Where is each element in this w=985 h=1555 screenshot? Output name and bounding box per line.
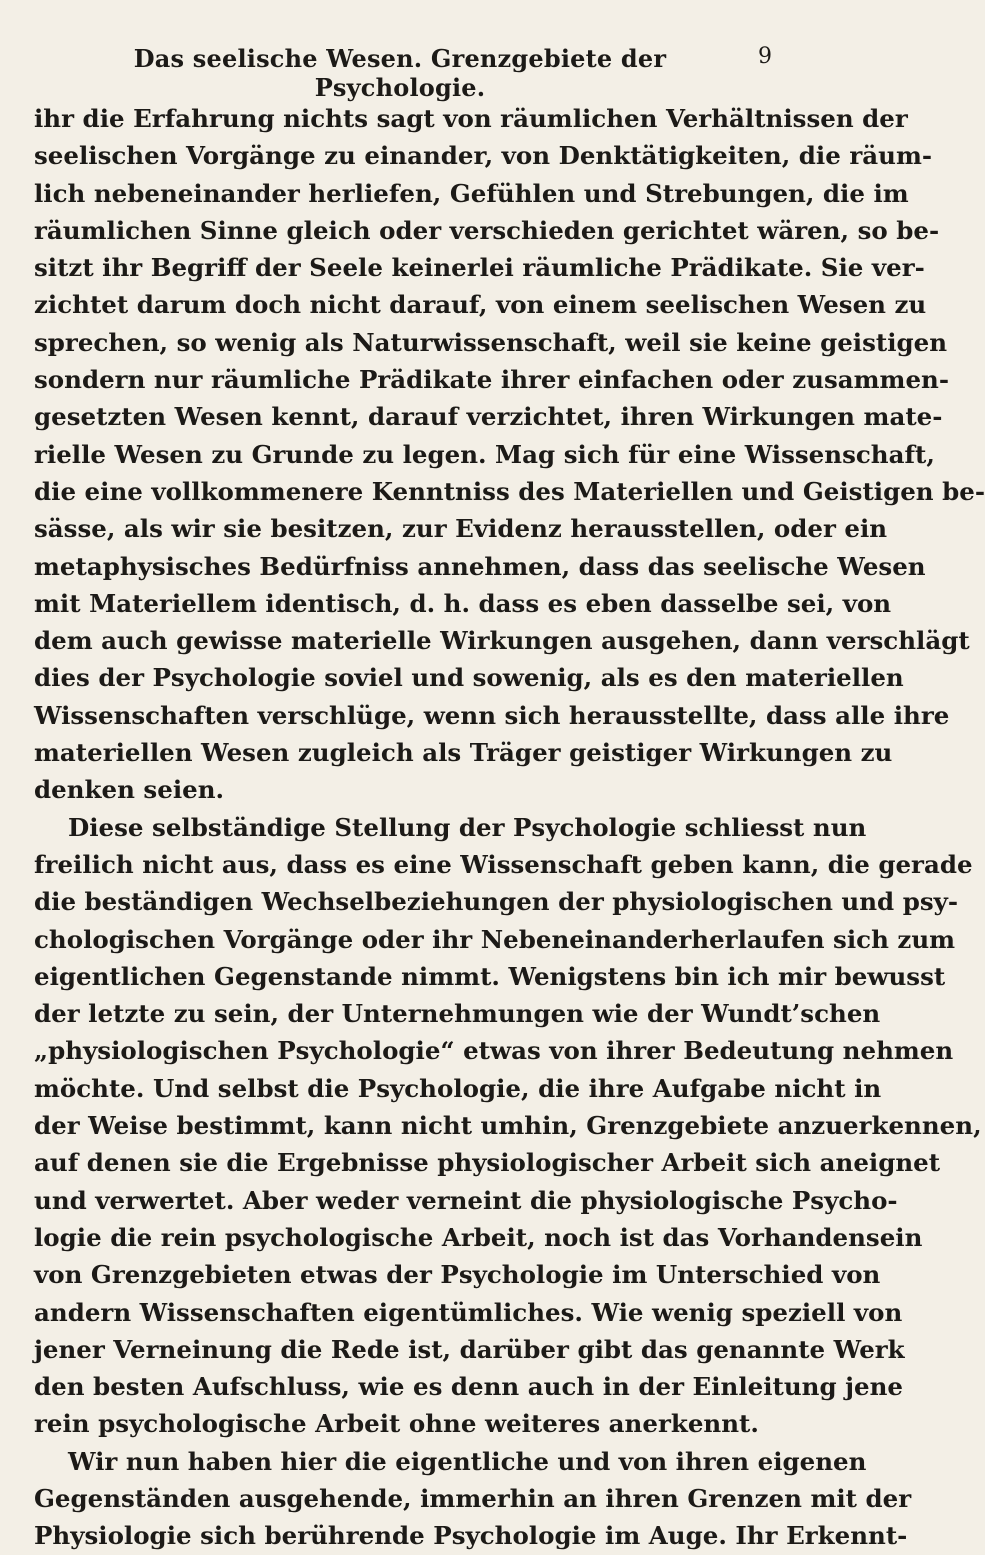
text-line: sitzt ihr Begriff der Seele keinerlei räumliche Prädikate. Sie ver-: [34, 253, 925, 283]
text-line: sässe, als wir sie besitzen, zur Evidenz herausstellen, oder ein: [34, 514, 888, 544]
text-line: den besten Aufschluss, wie es denn auch in der Einleitung jene: [34, 1372, 903, 1402]
text-line: räumlichen Sinne gleich oder verschieden gerichtet wären, so be-: [34, 215, 940, 245]
text-line: Wissenschaften verschlüge, wenn sich herausstellte, dass alle ihre: [34, 700, 950, 730]
text-line: eigentlichen Gegenstande nimmt. Wenigstens bin ich mir bewusst: [34, 961, 946, 991]
text-line: freilich nicht aus, dass es eine Wissenschaft geben kann, die gerade: [34, 849, 973, 879]
text-line: chologischen Vorgänge oder ihr Nebeneinanderherlaufen sich zum: [34, 924, 956, 954]
page-header: [0, 44, 800, 102]
text-line: seelischen Vorgänge zu einander, von Denktätigkeiten, die räum-: [34, 141, 933, 171]
text-line: materiellen Wesen zugleich als Träger geistiger Wirkungen zu: [34, 738, 893, 768]
text-line: Diese selbständige Stellung der Psychologie schliesst nun: [68, 812, 867, 842]
text-line: mit Materiellem identisch, d. h. dass es eben dasselbe sei, von: [34, 588, 892, 618]
text-line: „physiologischen Psychologie“ etwas von ihrer Bedeutung nehmen: [34, 1036, 954, 1066]
text-line: lich nebeneinander herliefen, Gefühlen und Strebungen, die im: [34, 178, 909, 208]
text-line: Gegenständen ausgehende, immerhin an ihren Grenzen mit der: [34, 1483, 912, 1513]
text-line: andern Wissenschaften eigentümliches. Wie wenig speziell von: [34, 1297, 903, 1327]
text-line: der letzte zu sein, der Unternehmungen wie der Wundt’schen: [34, 999, 881, 1029]
text-line: denken seien.: [34, 775, 225, 805]
text-line: möchte. Und selbst die Psychologie, die ihre Aufgabe nicht in: [34, 1073, 882, 1103]
text-line: jener Verneinung die Rede ist, darüber gibt das genannte Werk: [34, 1334, 905, 1364]
text-line: von Grenzgebieten etwas der Psychologie im Unterschied von: [34, 1260, 881, 1290]
text-line: sondern nur räumliche Prädikate ihrer einfachen oder zusammen-: [34, 365, 950, 395]
text-line: ihr die Erfahrung nichts sagt von räumlichen Verhältnissen der: [34, 104, 908, 133]
text-line: zichtet darum doch nicht darauf, von einem seelischen Wesen zu: [34, 290, 927, 320]
text-line: Physiologie sich berührende Psychologie im Auge. Ihr Erkennt-: [34, 1521, 908, 1551]
text-line: gesetzten Wesen kennt, darauf verzichtet, ihren Wirkungen mate-: [34, 402, 943, 432]
text-line: sprechen, so wenig als Naturwissenschaft, weil sie keine geistigen: [34, 327, 948, 357]
text-line: auf denen sie die Ergebnisse physiologischer Arbeit sich aneignet: [34, 1148, 941, 1178]
text-line: und verwertet. Aber weder verneint die physiologische Psycho-: [34, 1185, 898, 1215]
text-line: dem auch gewisse materielle Wirkungen ausgehen, dann verschlägt: [34, 626, 970, 656]
running-head: Das seelische Wesen. Grenzgebiete der Psychologie.: [133, 44, 667, 102]
page-number: 9: [758, 44, 772, 69]
text-line: metaphysisches Bedürfniss annehmen, dass das seelische Wesen: [34, 551, 926, 581]
text-line: logie die rein psychologische Arbeit, noch ist das Vorhandensein: [34, 1222, 923, 1252]
text-line: die beständigen Wechselbeziehungen der physiologischen und psy-: [34, 887, 959, 917]
text-line: Wir nun haben hier die eigentliche und von ihren eigenen: [68, 1446, 867, 1476]
text-line: der Weise bestimmt, kann nicht umhin, Grenzgebiete anzuerkennen,: [34, 1111, 982, 1141]
text-line: rielle Wesen zu Grunde zu legen. Mag sich für eine Wissenschaft,: [34, 439, 935, 469]
body-text: [34, 100, 985, 1555]
text-line: die eine vollkommenere Kenntniss des Materiellen und Geistigen be-: [34, 476, 985, 506]
text-line: rein psychologische Arbeit ohne weiteres anerkennt.: [34, 1409, 759, 1439]
text-line: dies der Psychologie soviel und sowenig, als es den materiellen: [34, 663, 904, 693]
